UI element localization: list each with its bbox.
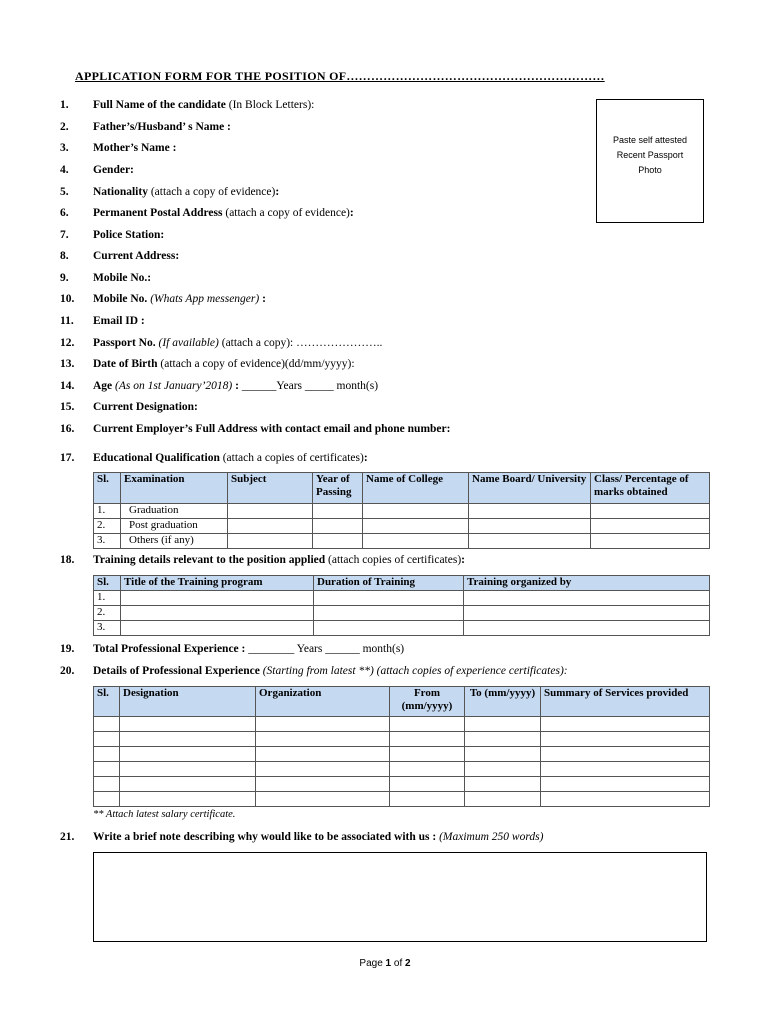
table-header-row xyxy=(94,576,710,591)
item-extra: (attach copies of certificates) xyxy=(325,554,462,566)
footer-total: 2 xyxy=(405,958,411,969)
table-row xyxy=(94,747,710,762)
form-item xyxy=(60,423,450,435)
table-cell[interactable] xyxy=(256,732,390,747)
item-number: 6. xyxy=(60,207,69,219)
item-number: 11. xyxy=(60,315,74,327)
item-number: 16. xyxy=(60,423,75,435)
table-cell[interactable] xyxy=(390,747,465,762)
form-item xyxy=(60,272,151,284)
cell-sl: 2. xyxy=(94,606,121,621)
item-label: Current Address: xyxy=(93,250,180,262)
table-cell[interactable] xyxy=(94,762,120,777)
item-label: Police Station: xyxy=(93,229,165,241)
column-header: Title of the Training program xyxy=(121,576,314,591)
item-number: 15. xyxy=(60,401,75,413)
column-header: Summary of Services provided xyxy=(541,687,710,717)
item-number: 10. xyxy=(60,293,75,305)
item-label: Mobile No.: xyxy=(93,272,152,284)
training-table xyxy=(93,575,710,636)
table-cell[interactable] xyxy=(313,519,363,534)
table-cell[interactable] xyxy=(363,519,469,534)
table-row xyxy=(94,777,710,792)
table-cell[interactable] xyxy=(120,792,256,807)
table-cell[interactable] xyxy=(390,762,465,777)
item-label: Nationality xyxy=(93,186,148,198)
cell-exam: Post graduation xyxy=(121,519,228,534)
training-heading xyxy=(60,554,465,566)
item-number: 21. xyxy=(60,831,75,843)
total-experience xyxy=(60,643,404,655)
table-cell[interactable] xyxy=(591,504,710,519)
cell-sl: 1. xyxy=(94,504,121,519)
table-cell[interactable] xyxy=(541,747,710,762)
cell-sl: 3. xyxy=(94,534,121,549)
table-cell[interactable] xyxy=(465,777,541,792)
item-label: Details of Professional Experience xyxy=(93,665,260,677)
form-item xyxy=(60,142,176,154)
table-cell[interactable] xyxy=(314,591,464,606)
table-cell[interactable] xyxy=(121,621,314,636)
form-item xyxy=(60,401,198,413)
item-extra: (attach a copy of evidence) xyxy=(147,186,276,198)
item-number: 1. xyxy=(60,99,69,111)
table-cell[interactable] xyxy=(120,717,256,732)
salary-note: ** Attach latest salary certificate. xyxy=(93,809,236,820)
column-header: Name Board/ University xyxy=(469,473,591,504)
item-italic: (Maximum 250 words) xyxy=(436,831,544,843)
table-cell[interactable] xyxy=(94,732,120,747)
table-cell[interactable] xyxy=(120,732,256,747)
form-item xyxy=(60,121,231,133)
cell-sl: 1. xyxy=(94,591,121,606)
item-number: 3. xyxy=(60,142,69,154)
column-header: Sl. xyxy=(94,687,120,717)
table-row xyxy=(94,606,710,621)
table-cell[interactable] xyxy=(541,762,710,777)
table-cell[interactable] xyxy=(94,717,120,732)
column-header: Year of Passing xyxy=(313,473,363,504)
item-number: 4. xyxy=(60,164,69,176)
table-cell[interactable] xyxy=(121,591,314,606)
item-tail: ______Years _____ month(s) xyxy=(238,380,379,392)
form-item xyxy=(60,380,378,392)
photo-box xyxy=(596,99,704,223)
form-item xyxy=(60,293,266,305)
table-cell[interactable] xyxy=(228,504,313,519)
item-label: Permanent Postal Address xyxy=(93,207,223,219)
table-cell[interactable] xyxy=(363,504,469,519)
item-tail: ________ Years ______ month(s) xyxy=(245,643,405,655)
column-header: Sl. xyxy=(94,473,121,504)
item-number: 12. xyxy=(60,337,75,349)
table-cell[interactable] xyxy=(465,747,541,762)
table-row xyxy=(94,762,710,777)
photo-box-line: Recent Passport xyxy=(616,150,684,160)
column-header: Organization xyxy=(256,687,390,717)
item-extra: (attach a copies of certificates) xyxy=(219,452,364,464)
footer-page: 1 xyxy=(385,958,392,969)
table-cell[interactable] xyxy=(256,762,390,777)
column-header: Name of College xyxy=(363,473,469,504)
item-number: 19. xyxy=(60,643,75,655)
form-item xyxy=(60,99,314,111)
table-cell[interactable] xyxy=(464,621,710,636)
item-number: 8. xyxy=(60,250,69,262)
item-number: 9. xyxy=(60,272,69,284)
form-item xyxy=(60,337,382,349)
item-label: Mobile No. xyxy=(93,293,148,305)
table-cell[interactable] xyxy=(541,732,710,747)
column-header: Designation xyxy=(120,687,256,717)
table-cell[interactable] xyxy=(469,534,591,549)
column-header: To (mm/yyyy) xyxy=(465,687,541,717)
item-colon: : xyxy=(363,452,368,464)
table-cell[interactable] xyxy=(256,792,390,807)
form-item xyxy=(60,315,145,327)
column-header: Duration of Training xyxy=(314,576,464,591)
item-italic: (Starting from latest **) (attach copies of experience certificates): xyxy=(259,665,568,677)
table-cell[interactable] xyxy=(390,717,465,732)
item-colon: : xyxy=(232,380,239,392)
table-row xyxy=(94,504,710,519)
table-cell[interactable] xyxy=(469,504,591,519)
column-header: Sl. xyxy=(94,576,121,591)
item-number: 13. xyxy=(60,358,75,370)
table-cell[interactable] xyxy=(228,534,313,549)
page-footer xyxy=(0,958,770,969)
item-label: Father’s/Husband’ s Name : xyxy=(93,121,231,133)
table-cell[interactable] xyxy=(94,777,120,792)
column-header: Class/ Percentage of marks obtained xyxy=(591,473,710,504)
brief-note-heading xyxy=(60,831,543,843)
table-cell[interactable] xyxy=(120,747,256,762)
column-header: Subject xyxy=(228,473,313,504)
item-number: 7. xyxy=(60,229,69,241)
column-header: From (mm/yyyy) xyxy=(390,687,465,717)
table-cell[interactable] xyxy=(541,777,710,792)
table-cell[interactable] xyxy=(465,717,541,732)
item-colon: : xyxy=(461,554,466,566)
item-label: Write a brief note describing why would like to be associated with us : xyxy=(93,831,437,843)
table-row xyxy=(94,591,710,606)
item-colon: : xyxy=(259,293,266,305)
item-label: Mother’s Name : xyxy=(93,142,177,154)
item-label: Total Professional Experience : xyxy=(93,643,246,655)
item-extra: (attach a copy of evidence)(dd/mm/yyyy): xyxy=(157,358,355,370)
form-item xyxy=(60,229,164,241)
item-label: Date of Birth xyxy=(93,358,158,370)
form-item xyxy=(60,250,179,262)
item-colon: : xyxy=(349,207,354,219)
item-label: Passport No. xyxy=(93,337,156,349)
item-colon: : xyxy=(275,186,280,198)
form-title: APPLICATION FORM FOR THE POSITION OF……………………………………………………… xyxy=(75,69,605,83)
table-header-row xyxy=(94,473,710,504)
form-item xyxy=(60,207,354,219)
item-label: Current Employer’s Full Address with contact email and phone number: xyxy=(93,423,451,435)
cell-exam: Others (if any) xyxy=(121,534,228,549)
item-extra: (attach a copy): ………………….. xyxy=(218,337,383,349)
table-cell[interactable] xyxy=(390,732,465,747)
item-italic: (If available) xyxy=(155,337,219,349)
table-cell[interactable] xyxy=(228,519,313,534)
experience-heading xyxy=(60,665,568,677)
cell-sl: 2. xyxy=(94,519,121,534)
cell-exam: Graduation xyxy=(121,504,228,519)
table-row xyxy=(94,621,710,636)
table-row xyxy=(94,519,710,534)
footer-mid: of xyxy=(391,958,406,969)
item-label: Educational Qualification xyxy=(93,452,220,464)
photo-box-line: Paste self attested xyxy=(612,135,688,145)
table-cell[interactable] xyxy=(314,621,464,636)
table-cell[interactable] xyxy=(94,792,120,807)
table-cell[interactable] xyxy=(591,519,710,534)
item-label: Gender: xyxy=(93,164,134,176)
item-label: Training details relevant to the position applied xyxy=(93,554,326,566)
table-cell[interactable] xyxy=(469,519,591,534)
form-item xyxy=(60,186,279,198)
table-row xyxy=(94,792,710,807)
form-item xyxy=(60,358,355,370)
table-cell[interactable] xyxy=(94,747,120,762)
table-header-row xyxy=(94,687,710,717)
table-cell[interactable] xyxy=(120,762,256,777)
item-label: Current Designation: xyxy=(93,401,198,413)
table-cell[interactable] xyxy=(314,606,464,621)
table-cell[interactable] xyxy=(120,777,256,792)
education-table xyxy=(93,472,710,549)
item-label: Email ID : xyxy=(93,315,145,327)
item-number: 17. xyxy=(60,452,75,464)
item-label: Age xyxy=(93,380,113,392)
experience-table xyxy=(93,686,710,807)
item-extra: (attach a copy of evidence) xyxy=(222,207,350,219)
table-cell[interactable] xyxy=(121,606,314,621)
item-number: 20. xyxy=(60,665,75,677)
table-cell[interactable] xyxy=(256,717,390,732)
table-cell[interactable] xyxy=(591,534,710,549)
table-row xyxy=(94,717,710,732)
table-cell[interactable] xyxy=(464,606,710,621)
table-cell[interactable] xyxy=(363,534,469,549)
table-cell[interactable] xyxy=(465,762,541,777)
form-item xyxy=(60,164,134,176)
table-cell[interactable] xyxy=(390,792,465,807)
table-cell[interactable] xyxy=(541,792,710,807)
item-number: 18. xyxy=(60,554,75,566)
column-header: Examination xyxy=(121,473,228,504)
item-number: 14. xyxy=(60,380,75,392)
cell-sl: 3. xyxy=(94,621,121,636)
item-italic: (As on 1st January’2018) xyxy=(112,380,233,392)
table-cell[interactable] xyxy=(541,717,710,732)
column-header: Training organized by xyxy=(464,576,710,591)
photo-box-line: Photo xyxy=(638,165,662,175)
table-cell[interactable] xyxy=(464,591,710,606)
table-cell[interactable] xyxy=(313,534,363,549)
table-row xyxy=(94,732,710,747)
item-number: 2. xyxy=(60,121,69,133)
experience-rows xyxy=(94,717,710,807)
edu-heading xyxy=(60,452,368,464)
item-number: 5. xyxy=(60,186,69,198)
table-cell[interactable] xyxy=(256,747,390,762)
table-row xyxy=(94,534,710,549)
brief-note-box[interactable] xyxy=(93,852,707,942)
table-cell[interactable] xyxy=(390,777,465,792)
table-cell[interactable] xyxy=(313,504,363,519)
item-extra: (In Block Letters): xyxy=(225,99,315,111)
table-cell[interactable] xyxy=(465,792,541,807)
item-italic: (Whats App messenger) xyxy=(147,293,260,305)
item-label: Full Name of the candidate xyxy=(93,99,226,111)
table-cell[interactable] xyxy=(465,732,541,747)
footer-prefix: Page xyxy=(359,958,386,969)
table-cell[interactable] xyxy=(256,777,390,792)
